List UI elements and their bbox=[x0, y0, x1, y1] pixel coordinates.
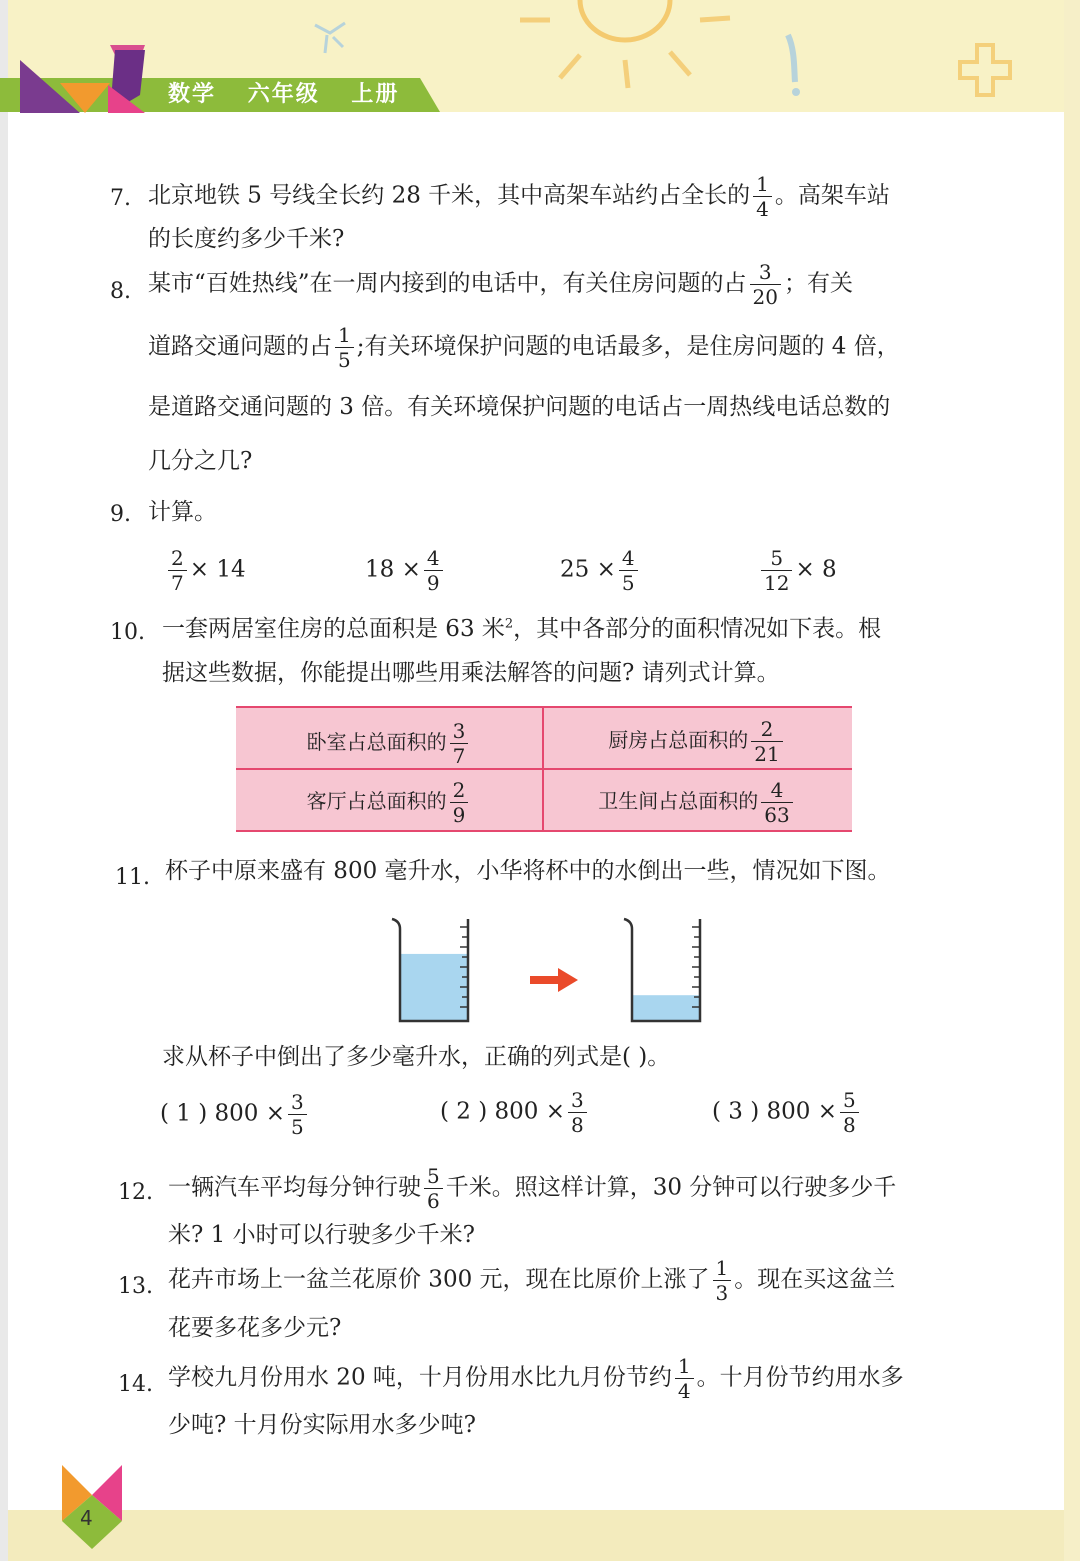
header-volume: 上册 bbox=[351, 82, 400, 107]
q8-fraction-1: $\frac{3}{20}$ bbox=[750, 262, 781, 307]
q7-line2: 的长度约多少千米? bbox=[148, 226, 345, 252]
q12-line2: 米? 1 小时可以行驶多少千米? bbox=[168, 1222, 475, 1248]
page-binding-edge bbox=[0, 0, 8, 1561]
header-title bbox=[168, 80, 421, 110]
q11-option-1: ( 1 ) 800 × $\frac{3}{5}$ bbox=[160, 1092, 310, 1137]
beaker-after-icon bbox=[620, 915, 710, 1027]
right-decor-band bbox=[1064, 0, 1080, 1561]
q8-fraction-2: $\frac{1}{5}$ bbox=[335, 325, 354, 370]
table-cell-living-room: 客厅占总面积的 $\frac{2}{9}$ bbox=[236, 780, 542, 825]
header-subject: 数学 bbox=[168, 82, 217, 107]
q14-number: 14. bbox=[118, 1372, 153, 1397]
q9-expr-3: 25 × $\frac{4}{5}$ bbox=[560, 548, 641, 593]
q14-line1: 学校九月份用水 20 吨，十月份用水比九月份节约 $\frac{1}{4}$ 。十月份节约用水多 bbox=[168, 1354, 904, 1403]
q10-line2: 据这些数据，你能提出哪些用乘法解答的问题? 请列式计算。 bbox=[162, 660, 780, 686]
q8-line1: 某市“百姓热线”在一周内接到的电话中，有关住房问题的占 $\frac{3}{20}$ ；有关 bbox=[148, 260, 853, 309]
q11-option-3: ( 3 ) 800 × $\frac{5}{8}$ bbox=[712, 1090, 862, 1135]
q9-expr-2: 18 × $\frac{4}{9}$ bbox=[365, 548, 446, 593]
q13-line1: 花卉市场上一盆兰花原价 300 元，现在比原价上涨了 $\frac{1}{3}$ 。现在买这盆兰 bbox=[168, 1256, 896, 1305]
q11-number: 11. bbox=[115, 865, 150, 890]
sun-icon bbox=[510, 0, 740, 90]
q13-number: 13. bbox=[118, 1274, 153, 1299]
q11-line1: 杯子中原来盛有 800 毫升水，小华将杯中的水倒出一些，情况如下图。 bbox=[165, 858, 891, 884]
q12-line1: 一辆汽车平均每分钟行驶 $\frac{5}{6}$ 千米。照这样计算，30 分钟可以行驶多少千 bbox=[168, 1164, 897, 1213]
exclamation-doodle-icon bbox=[780, 30, 810, 100]
bottom-decor-band bbox=[0, 1510, 1080, 1561]
star-doodle-icon bbox=[305, 15, 355, 60]
area-table bbox=[236, 706, 852, 832]
q9-expr-4: $\frac{5}{12}$ × 8 bbox=[758, 548, 837, 593]
q11-prompt: 求从杯子中倒出了多少毫升水，正确的列式是( )。 bbox=[162, 1044, 671, 1070]
q13-line2: 花要多花多少元? bbox=[168, 1315, 342, 1341]
table-cell-kitchen: 厨房占总面积的 $\frac{2}{21}$ bbox=[544, 719, 850, 764]
q9-title: 计算。 bbox=[148, 499, 217, 525]
table-cell-bathroom: 卫生间占总面积的 $\frac{4}{63}$ bbox=[544, 780, 850, 825]
q9-number: 9. bbox=[110, 502, 131, 527]
q8-number: 8. bbox=[110, 279, 131, 304]
tangram-logo-icon bbox=[20, 45, 160, 115]
q7-line1: 北京地铁 5 号线全长约 28 千米，其中高架车站约占全长的 $\frac{1}{4}$ 。高架车站 bbox=[148, 172, 890, 221]
q8-line4: 几分之几? bbox=[148, 448, 253, 474]
beaker-before-icon bbox=[388, 915, 478, 1027]
q7-number: 7. bbox=[110, 186, 131, 211]
q12-number: 12. bbox=[118, 1180, 153, 1205]
page-number: 4 bbox=[80, 1506, 93, 1530]
q9-expr-1: $\frac{2}{7}$ × 14 bbox=[165, 548, 246, 593]
header-grade: 六年级 bbox=[247, 82, 320, 107]
q7-fraction: $\frac{1}{4}$ bbox=[753, 174, 772, 219]
q11-option-2: ( 2 ) 800 × $\frac{3}{8}$ bbox=[440, 1090, 590, 1135]
q10-number: 10. bbox=[110, 620, 145, 645]
table-cell-bedroom: 卧室占总面积的 $\frac{3}{7}$ bbox=[236, 721, 542, 766]
q14-line2: 少吨? 十月份实际用水多少吨? bbox=[168, 1412, 476, 1438]
q8-line2: 道路交通问题的占 $\frac{1}{5}$ ;有关环境保护问题的电话最多，是住房问题的 4 倍， bbox=[148, 323, 900, 372]
q10-line1: 一套两居室住房的总面积是 63 米$^2$，其中各部分的面积情况如下表。根 bbox=[162, 616, 882, 642]
pour-arrow-icon bbox=[530, 968, 580, 992]
q8-line3: 是道路交通问题的 3 倍。有关环境保护问题的电话占一周热线电话总数的 bbox=[148, 394, 891, 420]
plus-doodle-icon bbox=[955, 40, 1015, 100]
